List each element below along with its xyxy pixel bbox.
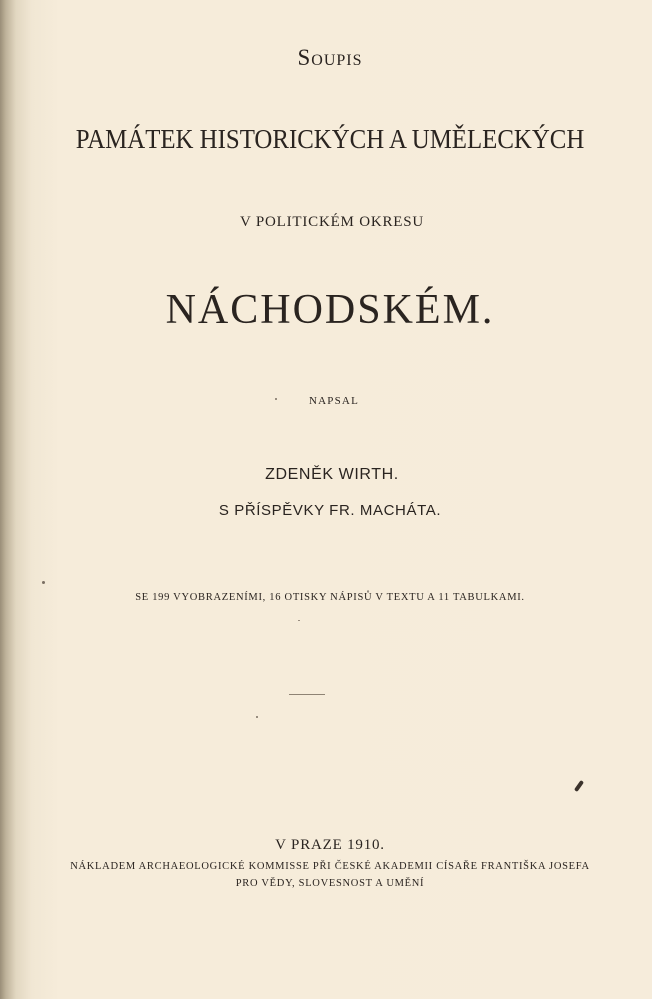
main-title: PAMÁTEK HISTORICKÝCH A UMĚLECKÝCH [75, 124, 585, 154]
author-name: ZDENĚK WIRTH. [265, 466, 399, 483]
district-prefix: V POLITICKÉM OKRESU [239, 214, 425, 230]
publisher-line-2: PRO VĚDY, SLOVESNOST A UMĚNÍ [235, 878, 425, 889]
contribution-credit: S PŘÍSPĚVKY FR. MACHÁTA. [218, 502, 442, 519]
place-and-year: V PRAZE 1910. [275, 837, 385, 853]
divider-rule [289, 694, 325, 695]
ink-mark [574, 780, 584, 792]
publisher-line-1: NÁKLADEM ARCHAEOLOGICKÉ KOMMISSE PŘI ČESKÉ AKADEMII CÍSAŘE FRANTIŠKA JOSEFA [70, 861, 590, 872]
paper-speck [42, 581, 45, 584]
wrote-label: NAPSAL [309, 395, 359, 407]
paper-speck [298, 620, 300, 621]
paper-speck [256, 716, 258, 718]
district-name: NÁCHODSKÉM. [165, 287, 495, 333]
series-title: Soupis [297, 45, 363, 70]
illustrations-note: SE 199 VYOBRAZENÍMI, 16 OTISKY NÁPISŮ V TEXTU A 11 TABULKAMI. [135, 592, 525, 603]
paper-speck [275, 398, 277, 400]
